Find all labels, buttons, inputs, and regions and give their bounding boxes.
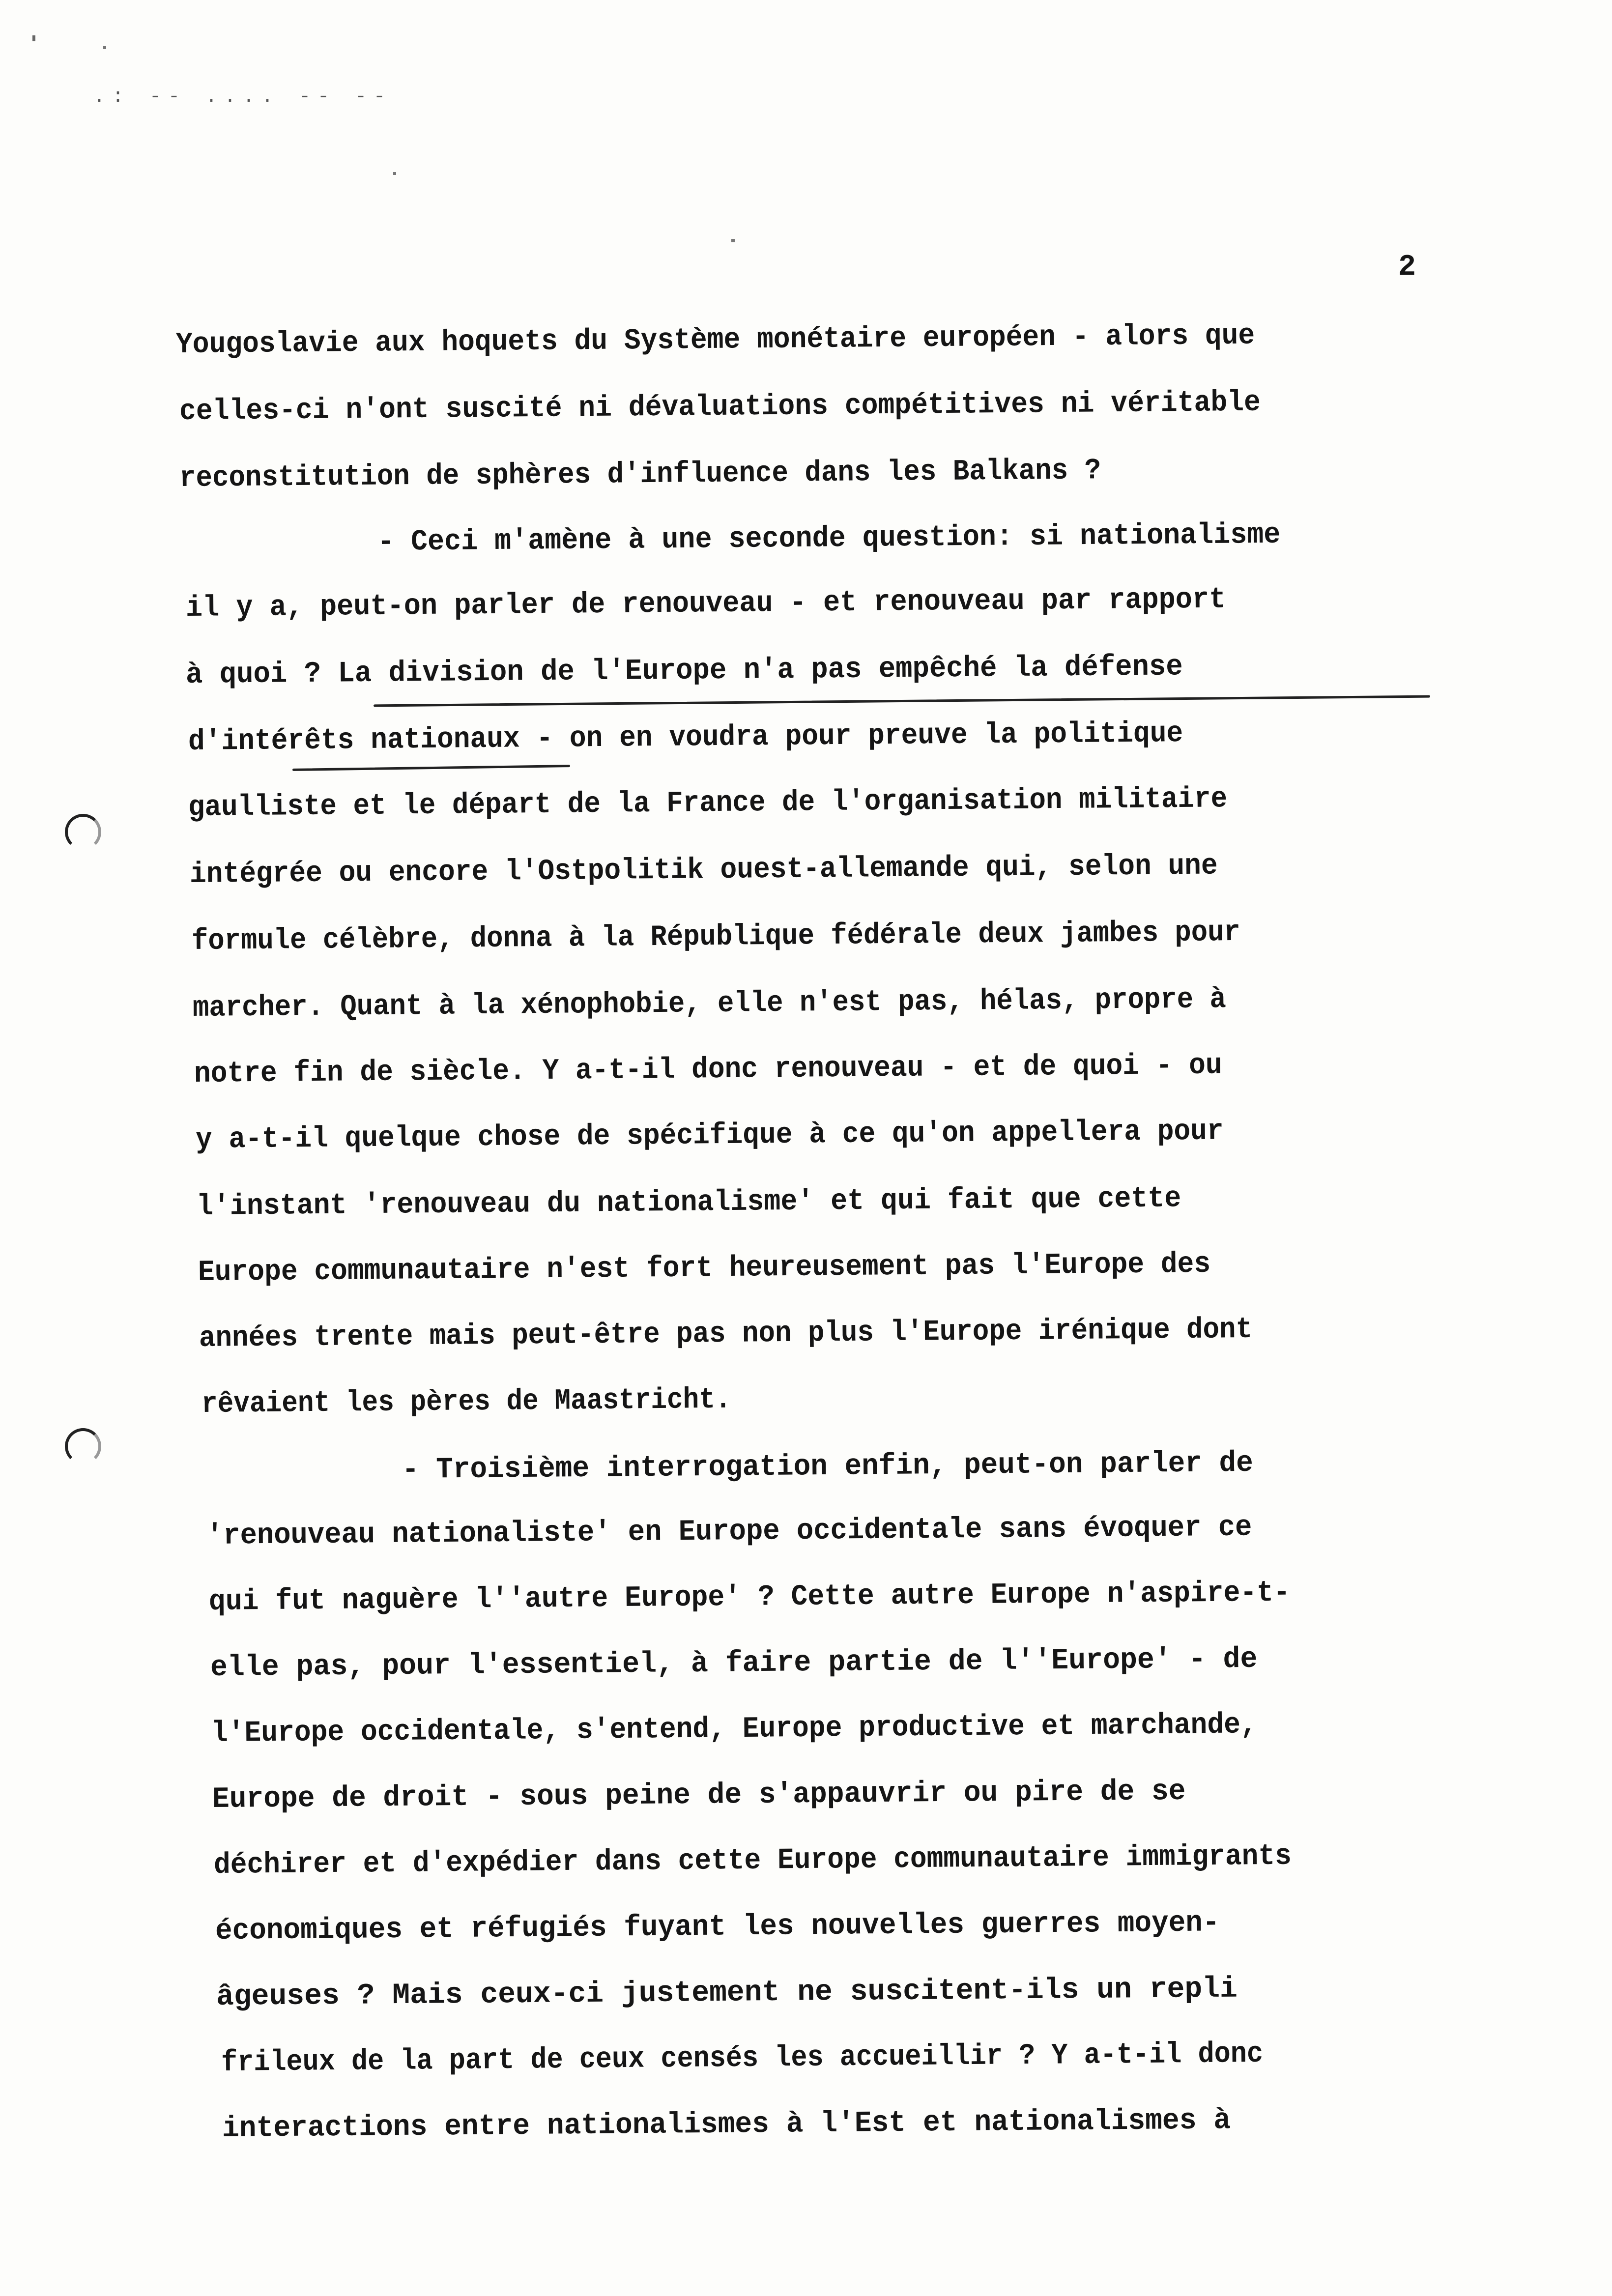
text-line: qui fut naguère l''autre Europe' ? Cette autre Europe n'aspire-t-: [208, 1576, 1291, 1619]
scan-speck: [731, 239, 735, 242]
text-line: années trente mais peut-être pas non plus l'Europe irénique dont: [199, 1313, 1253, 1355]
text-line: reconstitution de sphères d'influence dans les Balkans ?: [179, 454, 1101, 495]
text-line: - Troisième interrogation enfin, peut-on parler de: [402, 1446, 1254, 1487]
text-line: l'Europe occidentale, s'entend, Europe productive et marchande,: [211, 1708, 1257, 1751]
text-line: à quoi ? La division de l'Europe n'a pas empêché la défense: [185, 650, 1183, 692]
text-line: gaulliste et le départ de la France de l'organisation militaire: [188, 782, 1228, 825]
text-line: d'intérêts nationaux - on en voudra pour preuve la politique: [188, 717, 1183, 759]
text-line: déchirer et d'expédier dans cette Europe communautaire immigrants: [213, 1839, 1292, 1882]
text-line: il y a, peut-on parler de renouveau - et renouveau par rapport: [185, 583, 1226, 625]
text-line: rêvaient les pères de Maastricht.: [201, 1383, 731, 1421]
scan-speck: [393, 172, 396, 175]
text-line: économiques et réfugiés fuyant les nouvelles guerres moyen-: [215, 1906, 1220, 1948]
text-line: Yougoslavie aux hoquets du Système monétaire européen - alors que: [175, 319, 1255, 362]
text-line: frileux de la part de ceux censés les accueillir ? Y a-t-il donc: [221, 2037, 1264, 2080]
text-line: interactions entre nationalismes à l'Est et nationalismes à: [222, 2104, 1231, 2146]
text-line: 'renouveau nationaliste' en Europe occidentale sans évoquer ce: [206, 1511, 1252, 1553]
punch-hole: [65, 1428, 101, 1464]
header-scan-marks: .: -- .... -- --: [93, 86, 393, 108]
text-line: notre fin de siècle. Y a-t-il donc renouveau - et de quoi - ou: [194, 1049, 1222, 1091]
text-line: âgeuses ? Mais ceux-ci justement ne suscitent-ils un repli: [216, 1972, 1238, 2014]
text-line: celles-ci n'ont suscité ni dévaluations compétitives ni véritable: [179, 386, 1261, 429]
text-line: formule célèbre, donna à la République fédérale deux jambes pour: [191, 916, 1241, 958]
text-line: l'instant 'renouveau du nationalisme' et qui fait que cette: [196, 1182, 1181, 1224]
text-line: intégrée ou encore l'Ostpolitik ouest-allemande qui, selon une: [189, 849, 1218, 891]
punch-hole: [65, 814, 101, 850]
text-line: - Ceci m'amène à une seconde question: si nationalisme: [377, 518, 1281, 559]
page-number: 2: [1398, 251, 1416, 284]
text-line: Europe de droit - sous peine de s'appauvrir ou pire de se: [212, 1775, 1186, 1816]
text-line: y a-t-il quelque chose de spécifique à ce qu'on appellera pour: [195, 1115, 1224, 1157]
scan-speck: [103, 46, 106, 49]
handwritten-underline: [374, 695, 1430, 707]
text-line: Europe communautaire n'est fort heureusement pas l'Europe des: [198, 1247, 1211, 1290]
handwritten-underline: [292, 765, 570, 771]
text-line: elle pas, pour l'essentiel, à faire partie de l''Europe' - de: [210, 1642, 1258, 1685]
text-line: marcher. Quant à la xénophobie, elle n'est pas, hélas, propre à: [192, 983, 1226, 1025]
scan-speck: [32, 35, 35, 41]
